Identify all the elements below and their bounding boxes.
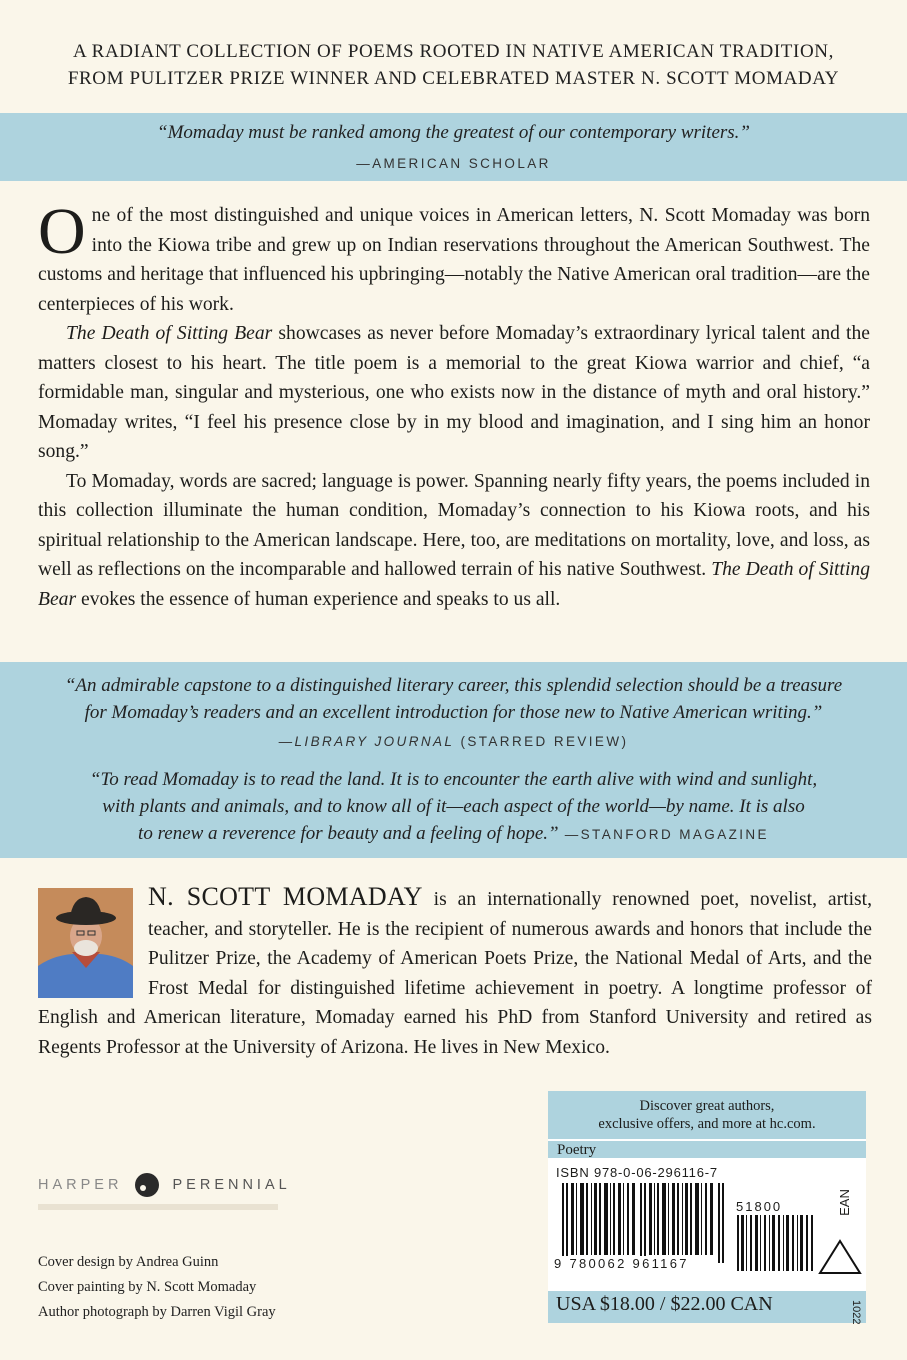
publisher-circle-icon <box>134 1172 160 1198</box>
quote-stanford-line3: to renew a reverence for beauty and a feeling of hope.” —STANFORD MAGAZINE <box>138 823 769 844</box>
print-code: 1022 <box>850 1300 862 1325</box>
tagline <box>0 38 907 92</box>
drop-cap: O <box>38 195 86 268</box>
author-bio-text: is an internationally renowned poet, novelist, artist, teacher, and storyteller. He is the recipient of numerous awards and honors that include the Pulitzer Prize, the Academy of American Poets Prize, the National Medal of Arts, and the Frost Medal for distinguished lifetime achievement in poetry. A longtime professor of English and American literature, Momaday earned his PhD from Stanford University and retired as Regents Professor at the University of Arizona. He lives in New Mexico. <box>38 889 872 1058</box>
quote-library-journal-line1: “An admirable capstone to a distinguished literary career, this splendid selection should be a treasure <box>64 675 843 696</box>
tagline-line2: FROM PULITZER PRIZE WINNER AND CELEBRATED MASTER N. SCOTT MOMADAY <box>67 68 840 89</box>
isbn-barcode-graphic <box>556 1183 731 1263</box>
barcode-promo: Discover great authors, exclusive offers, and more at hc.com. <box>548 1091 866 1139</box>
quote-band-top <box>0 113 907 181</box>
quote-band-middle <box>0 662 907 858</box>
description-paragraph-3: To Momaday, words are sacred; language is power. Spanning nearly fifty years, the poems included in this collection illuminate the human condition, Momaday’s connection to his Kiowa roots, and his spiritual relationship to the American landscape. Here, too, are meditations on mortality, love, and loss, as well as reflections on the incomparable and hallowed terrain of his native Southwest. The Death of Sitting Bear evokes the essence of human experience and speaks to us all. <box>38 470 870 610</box>
quote-stanford-line2: with plants and animals, and to know all of it—each aspect of the world—by name. It is also <box>102 796 805 817</box>
ean-label: EAN <box>836 1189 852 1216</box>
cover-credits <box>38 1250 276 1325</box>
credit-painting: Cover painting by N. Scott Momaday <box>38 1279 257 1295</box>
credit-photo: Author photograph by Darren Vigil Gray <box>38 1304 276 1320</box>
barcode-block <box>548 1091 866 1323</box>
quote-stanford-line1: “To read Momaday is to read the land. It is to encounter the earth alive with wind and sunlight, <box>89 769 818 790</box>
barcode-category: Poetry <box>548 1139 866 1158</box>
tagline-line1: A RADIANT COLLECTION OF POEMS ROOTED IN NATIVE AMERICAN TRADITION, <box>73 41 834 62</box>
quote-american-scholar: “Momaday must be ranked among the greatest of our contemporary writers.” <box>157 122 750 143</box>
quote-library-journal-line2: for Momaday’s readers and an excellent introduction for those new to Native American writing.” <box>84 702 823 723</box>
publisher-logo <box>38 1172 291 1210</box>
price: USA $18.00 / $22.00 CAN <box>556 1293 773 1315</box>
publisher-name-right: PERENNIAL <box>172 1176 291 1193</box>
price-code: 51800 <box>736 1199 783 1214</box>
credit-design: Cover design by Andrea Guinn <box>38 1254 219 1270</box>
publisher-subtitle-rule <box>38 1204 278 1210</box>
description-paragraph-1: One of the most distinguished and unique voices in American letters, N. Scott Momaday was born into the Kiowa tribe and grew up on Indian reservations throughout the American Southwest. The customs and heritage that influenced his upbringing—notably the Native American oral tradition—are the centerpieces of his work. <box>38 195 870 315</box>
quote-stanford-attribution: —STANFORD MAGAZINE <box>558 827 769 842</box>
isbn-text: ISBN 978-0-06-296116-7 <box>556 1165 718 1180</box>
ean-digits: 9 780062 961167 <box>554 1256 689 1271</box>
quote-library-journal-attribution: —LIBRARY JOURNAL (STARRED REVIEW) <box>278 734 629 749</box>
book-title-inline: The Death of Sitting Bear <box>66 323 273 344</box>
book-description <box>38 195 870 614</box>
addon-barcode-graphic <box>736 1215 816 1271</box>
description-paragraph-2: The Death of Sitting Bear showcases as never before Momaday’s extraordinary lyrical talent and the matters closest to his heart. The title poem is a memorial to the great Kiowa warrior and chief, “a formidable man, singular and mysterious, one who exists now in the distance of myth and oral history.” Momaday writes, “I feel his presence close by in my blood and imagination, and I sing him an honor song.” <box>38 323 870 462</box>
triangle-icon <box>818 1239 862 1275</box>
author-name: N. SCOTT MOMADAY <box>148 882 423 911</box>
author-bio <box>38 882 872 1062</box>
publisher-name-left: HARPER <box>38 1176 123 1193</box>
book-title-inline: The Death of Sitting Bear <box>38 559 870 610</box>
quote-american-scholar-attribution: —AMERICAN SCHOLAR <box>356 156 551 171</box>
